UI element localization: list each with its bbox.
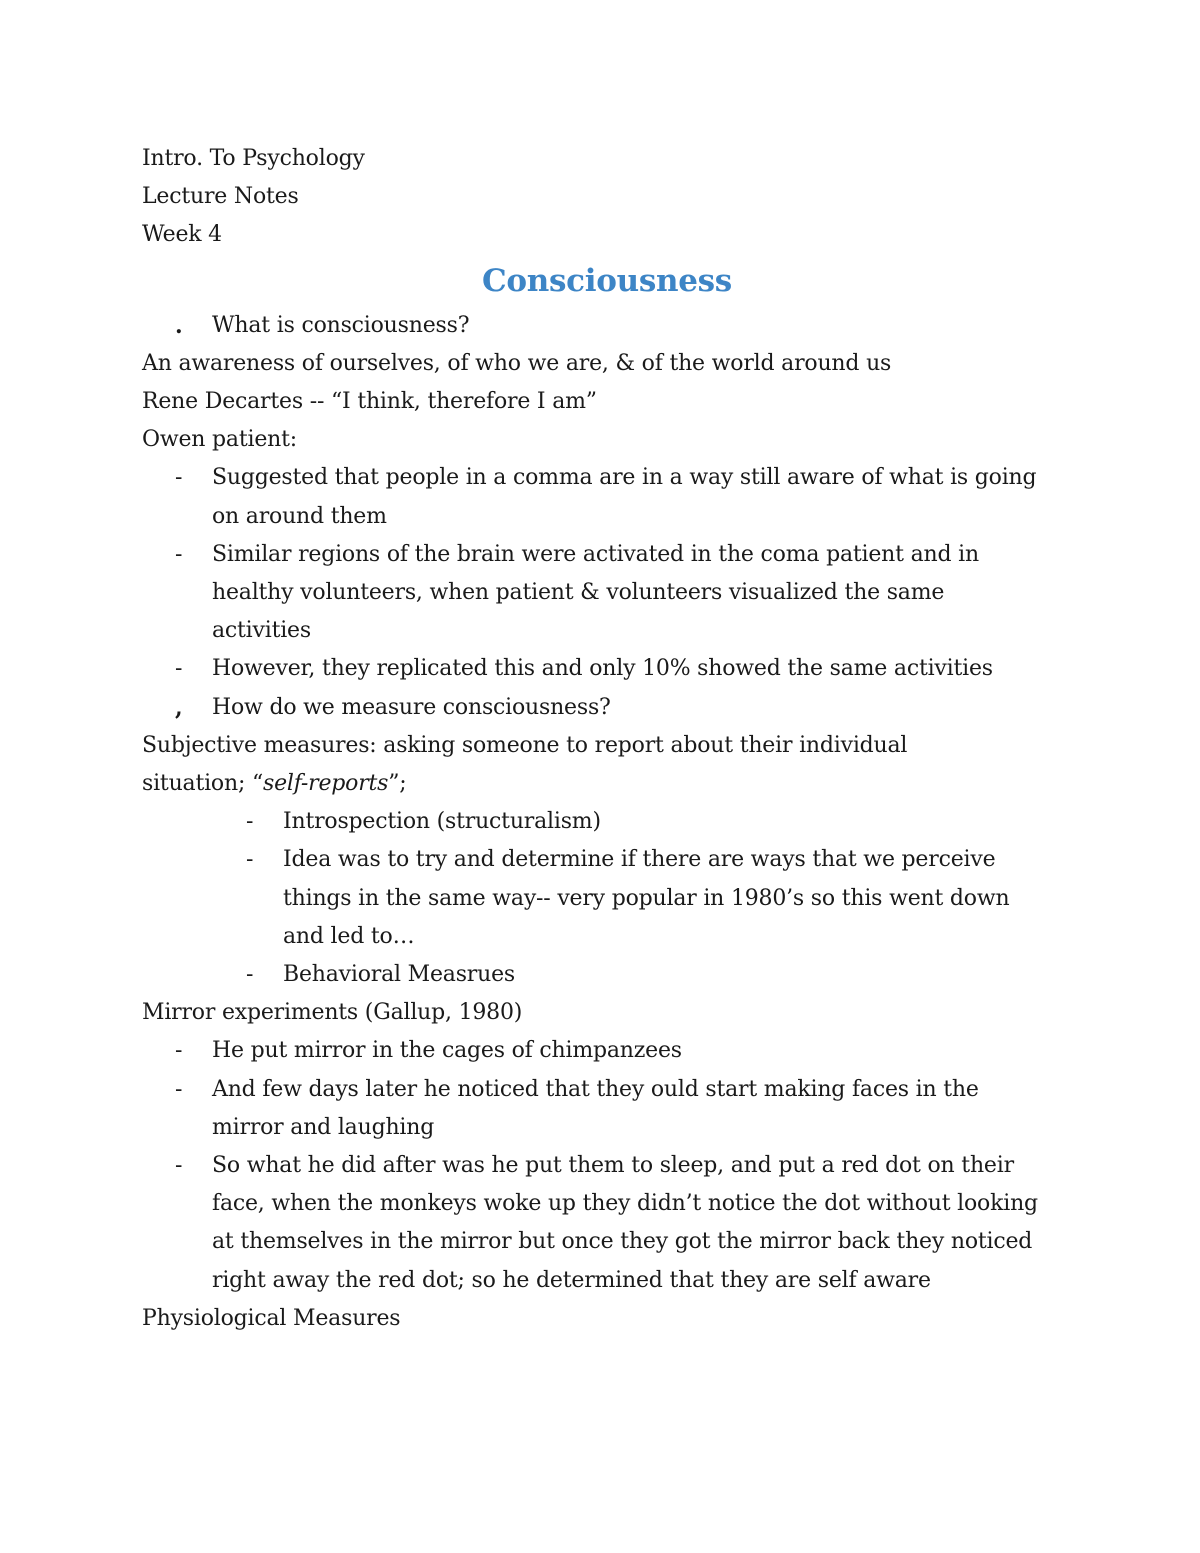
- mirror-item-text: So what he did after was he put them to sleep, and put a red dot on their face, when the monkeys woke up they didn’t notice the dot without looking at themselves in the mirror but once they got the mirror back they noticed right away the red dot; so he determined that they are self aware: [212, 1153, 1038, 1293]
- definition-text: An awareness of ourselves, of who we are, & of the world around us: [142, 350, 892, 376]
- dash-marker: -: [246, 962, 254, 988]
- list-item-owen-1: [142, 459, 1072, 535]
- descartes-quote: Rene Decartes -- “I think, therefore I am”: [142, 389, 597, 415]
- list-item-question-2: [142, 689, 1072, 727]
- list-item-mirror-2: [142, 1071, 1072, 1147]
- list-item-subjective-2: [142, 841, 1072, 956]
- bullet-marker: .: [175, 312, 183, 339]
- owen-item-text: Suggested that people in a comma are in a way still aware of what is going on around them: [212, 465, 1037, 529]
- physiological-heading: Physiological Measures: [142, 1305, 401, 1331]
- dash-marker: -: [246, 847, 254, 873]
- question-text: How do we measure consciousness?: [212, 694, 611, 720]
- list-item-owen-2: [142, 536, 1072, 651]
- dash-marker: -: [175, 465, 183, 491]
- subjective-text: Subjective measures: asking someone to report about their individual situation; “: [142, 732, 908, 797]
- document-content: [142, 140, 1072, 1338]
- subjective-suffix: ”;: [388, 771, 407, 797]
- doc-type: Lecture Notes: [142, 184, 299, 210]
- list-item-mirror-3: [142, 1147, 1072, 1300]
- document-title: Consciousness: [482, 262, 732, 299]
- list-item-question-1: [142, 307, 1072, 345]
- list-item-mirror-1: [142, 1032, 1072, 1070]
- list-item-subjective-1: [142, 803, 1072, 841]
- dash-marker: -: [246, 809, 254, 835]
- mirror-heading: Mirror experiments (Gallup, 1980): [142, 1000, 523, 1026]
- course-name: Intro. To Psychology: [142, 146, 365, 171]
- list-item-subjective-3: [142, 956, 1072, 994]
- subjective-item-text: Behavioral Measrues: [283, 962, 515, 988]
- dash-marker: -: [175, 541, 183, 567]
- list-item-owen-3: [142, 650, 1072, 688]
- dash-marker: -: [175, 656, 183, 682]
- question-text: What is consciousness?: [212, 312, 470, 338]
- subjective-item-text: Idea was to try and determine if there are ways that we perceive things in the same way-- very popular in 1980’s so this went down and led to…: [283, 847, 1010, 949]
- bullet-marker: ,: [175, 694, 183, 721]
- subjective-item-text: Introspection (structuralism): [283, 809, 601, 835]
- owen-item-text: Similar regions of the brain were activated in the coma patient and in healthy volunteers, when patient & volunteers visualized the same activities: [212, 541, 979, 644]
- owen-heading: Owen patient:: [142, 427, 297, 453]
- dash-marker: -: [175, 1038, 183, 1064]
- mirror-item-text: And few days later he noticed that they ould start making faces in the mirror and laughing: [212, 1076, 979, 1140]
- week-label: Week 4: [142, 222, 222, 248]
- owen-item-text: However, they replicated this and only 10% showed the same activities: [212, 656, 993, 682]
- mirror-item-text: He put mirror in the cages of chimpanzees: [212, 1038, 682, 1064]
- dash-marker: -: [175, 1076, 183, 1102]
- dash-marker: -: [175, 1153, 183, 1179]
- subjective-line-1: [142, 727, 972, 803]
- self-reports-text: self-reports: [263, 771, 389, 797]
